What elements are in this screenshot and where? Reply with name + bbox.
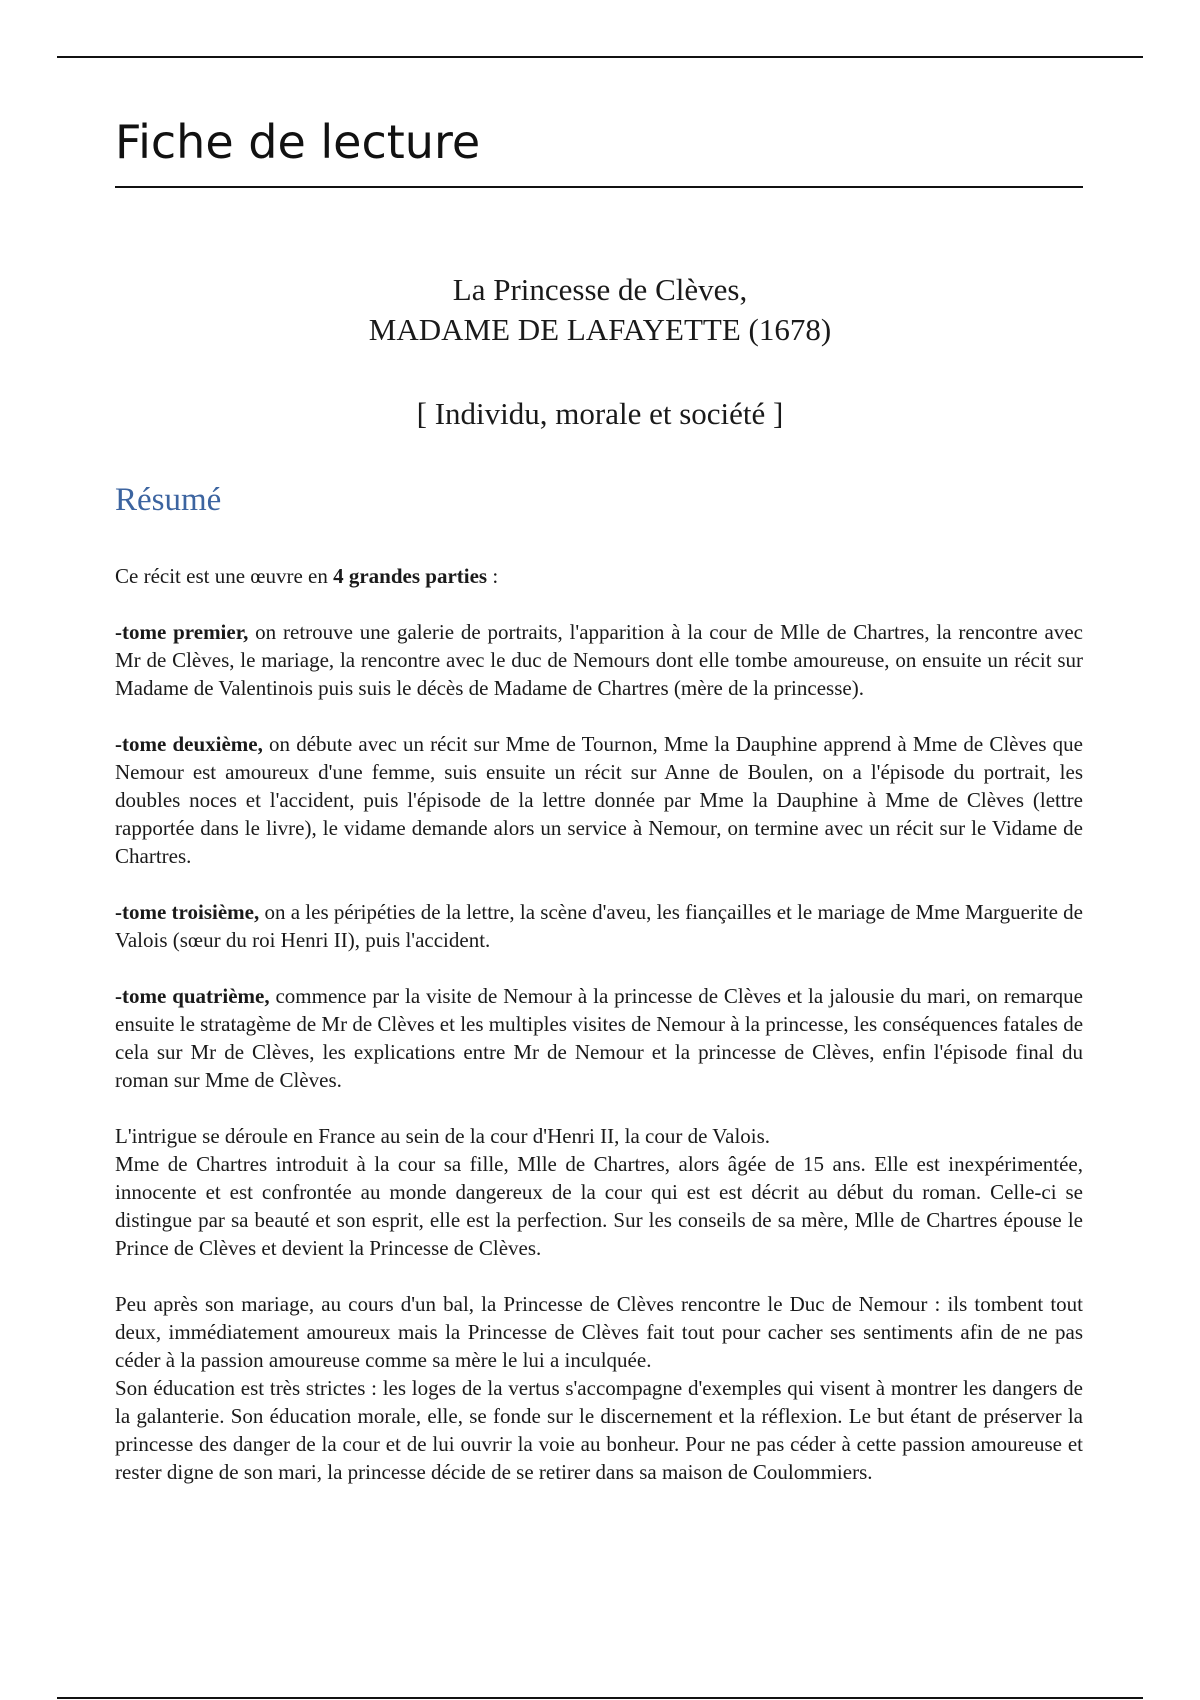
education-paragraph: Son éducation est très strictes : les loges de la vertus s'accompagne d'exemples qui visent à montrer les dangers de la galanterie. Son éducation morale, elle, se fonde sur le discernement et la réflexion. Le but étant de préserver la princesse des danger de la cour et de lui ouvrir la voie au bonheur. Pour ne pas céder à cette passion amoureuse et rester digne de son mari, la princesse décide de se retirer dans sa maison de Coulommiers. [115,1376,1083,1484]
tome-paragraph-4: -tome quatrième, commence par la visite de Nemour à la princesse de Clèves et la jalousie du mari, on remarque ensuite le stratagème de Mr de Clèves et les multiples visites de Nemour à la princesse, les conséquences fatales de cela sur Mr de Clèves, les explications entre Mr de Nemour et la princesse de Clèves, enfin l'épisode final du roman sur Mme de Clèves. [115,984,1084,1092]
tome-paragraph-1: -tome premier, on retrouve une galerie de portraits, l'apparition à la cour de Mlle de Chartres, la rencontre avec Mr de Clèves, le mariage, la rencontre avec le duc de Nemours dont elle tombe amoureuse, on ensuite un récit sur Madame de Valentinois puis suis le décès de Madame de Chartres (mère de la princesse). [115,620,1083,700]
tome-label: -tome quatrième, [115,984,270,1008]
summary-content [115,562,1083,1514]
introduction-paragraph: Mme de Chartres introduit à la cour sa fille, Mlle de Chartres, alors âgée de 15 ans. Elle est inexpérimentée, innocente et est confrontée au monde dangereux de la cour qui est est décrit au début du roman. Celle-ci se distingue par sa beauté et son esprit, elle est la perfection. Sur les conseils de sa mère, Mlle de Chartres épouse le Prince de Clèves et devient la Princesse de Clèves. [115,1152,1083,1260]
top-rule [57,56,1143,58]
bottom-rule [57,1697,1143,1699]
tome-label: -tome premier, [115,620,249,644]
document-title: Fiche de lecture [115,115,481,169]
tome-paragraph-3: -tome troisième, on a les péripéties de la lettre, la scène d'aveu, les fiançailles et le mariage de Mme Marguerite de Valois (sœur du roi Henri II), puis l'accident. [115,900,1084,952]
book-author: MADAME DE LAFAYETTE (1678) [368,312,832,347]
book-title: La Princesse de Clèves, [452,272,748,307]
book-theme: [ Individu, morale et société ] [416,396,784,431]
tome-paragraph-2: -tome deuxième, on débute avec un récit sur Mme de Tournon, Mme la Dauphine apprend à Mme de Clèves que Nemour est amoureux d'une femme, suis ensuite un récit sur Anne de Boulen, on a l'épisode du portrait, les doubles noces et l'accident, puis l'épisode de la lettre donnée par Mme la Dauphine à Mme de Clèves (lettre rapportée dans le livre), le vidame demande alors un service à Nemour, on termine avec un récit sur le Vidame de Chartres. [115,732,1083,868]
tome-label: -tome deuxième, [115,732,263,756]
book-header [0,270,1200,434]
tome-label: -tome troisième, [115,900,260,924]
summary-intro: Ce récit est une œuvre en 4 grandes parties : [115,564,499,588]
summary-heading: Résumé [115,482,222,518]
ball-paragraph: Peu après son mariage, au cours d'un bal, la Princesse de Clèves rencontre le Duc de Nemour : ils tombent tout deux, immédiatement amoureux mais la Princesse de Clèves fait tout pour cacher ses sentiments afin de ne pas céder à la passion amoureuse comme sa mère le lui a inculquée. [115,1292,1083,1372]
title-underline [115,186,1083,188]
context-paragraph: L'intrigue se déroule en France au sein de la cour d'Henri II, la cour de Valois. [115,1124,771,1148]
